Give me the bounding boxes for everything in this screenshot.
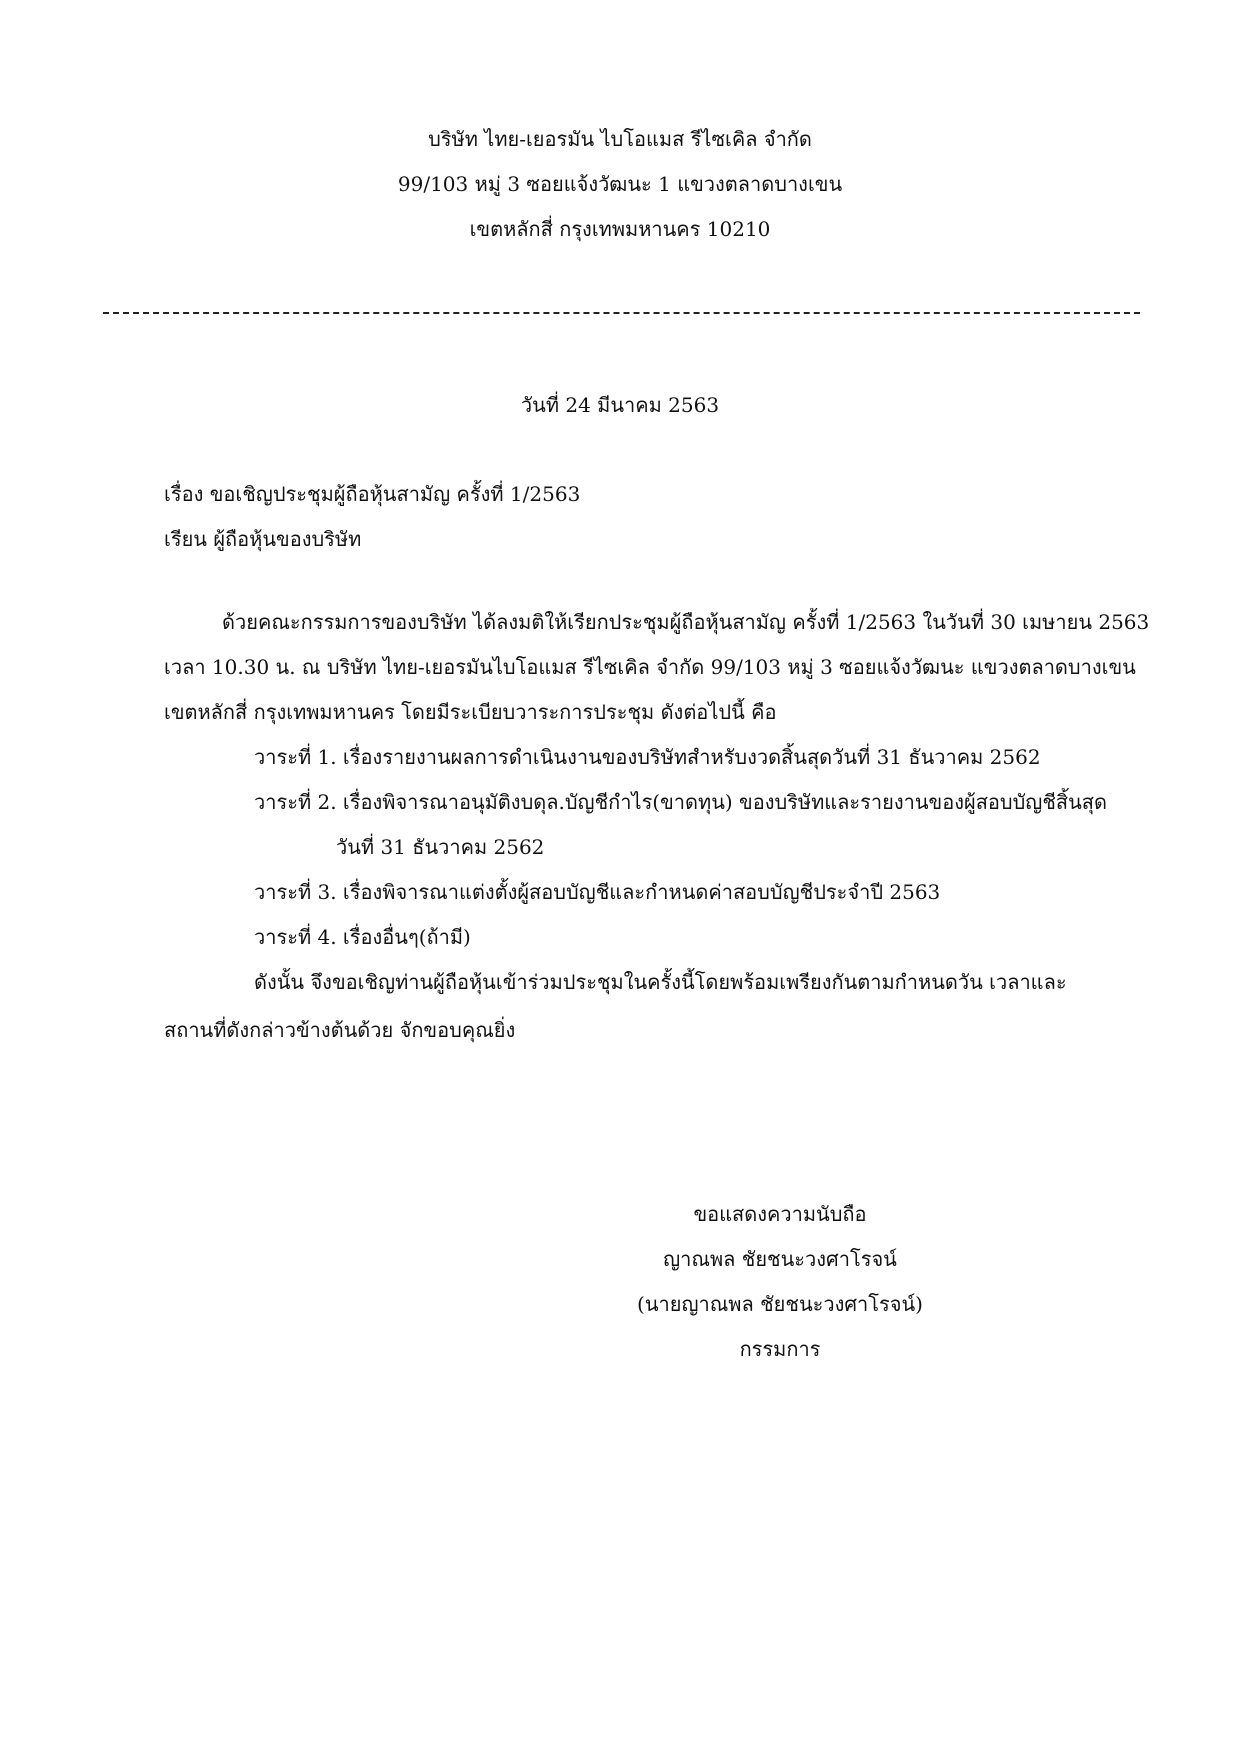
signature-name: ญาณพล ชัยชนะวงศาโรจน์ (663, 1247, 897, 1271)
agenda-item-3: วาระที่ 3. เรื่องพิจารณาแต่งตั้งผู้สอบบัญชีและกำหนดค่าสอบบัญชีประจำปี 2563 (254, 880, 941, 904)
header-divider (103, 312, 1140, 314)
agenda-item-1: วาระที่ 1. เรื่องรายงานผลการดำเนินงานของบริษัทสำหรับงวดสิ้นสุดวันที่ 31 ธันวาคม 2562 (254, 745, 1041, 769)
company-name: บริษัท ไทย-เยอรมัน ไบโอแมส รีไซเคิล จำกัด (428, 127, 812, 151)
body-paragraph-line-3: เขตหลักสี่ กรุงเทพมหานคร โดยมีระเบียบวาระการประชุม ดังต่อไปนี้ คือ (164, 700, 777, 724)
agenda-item-2-continuation: วันที่ 31 ธันวาคม 2562 (336, 835, 545, 859)
letter-subject: เรื่อง ขอเชิญประชุมผู้ถือหุ้นสามัญ ครั้งที่ 1/2563 (164, 482, 581, 506)
closing-line-2: สถานที่ดังกล่าวข้างต้นด้วย จักขอบคุณยิ่ง (164, 1018, 516, 1042)
company-address-line-1: 99/103 หมู่ 3 ซอยแจ้งวัฒนะ 1 แขวงตลาดบางเขน (397, 172, 843, 196)
letter-date: วันที่ 24 มีนาคม 2563 (520, 393, 720, 417)
signature-regards: ขอแสดงความนับถือ (693, 1202, 867, 1226)
signature-title: กรรมการ (739, 1337, 821, 1361)
closing-line-1: ดังนั้น จึงขอเชิญท่านผู้ถือหุ้นเข้าร่วมประชุมในครั้งนี้โดยพร้อมเพรียงกันตามกำหนดวัน เวลาและ (254, 970, 1067, 994)
letter-recipient: เรียน ผู้ถือหุ้นของบริษัท (164, 527, 362, 551)
body-paragraph-line-1: ด้วยคณะกรรมการของบริษัท ได้ลงมติให้เรียกประชุมผู้ถือหุ้นสามัญ ครั้งที่ 1/2563 ในวันที่ 30 เมษายน 2563 (222, 610, 1150, 634)
company-address-line-2: เขตหลักสี่ กรุงเทพมหานคร 10210 (469, 217, 771, 241)
agenda-item-2: วาระที่ 2. เรื่องพิจารณาอนุมัติงบดุล.บัญชีกำไร(ขาดทุน) ของบริษัทและรายงานของผู้สอบบัญชีสิ้นสุด (254, 790, 1107, 814)
body-paragraph-line-2: เวลา 10.30 น. ณ บริษัท ไทย-เยอรมันไบโอแมส รีไซเคิล จำกัด 99/103 หมู่ 3 ซอยแจ้งวัฒนะ แขวงตลาดบางเขน (164, 655, 1136, 679)
agenda-item-4: วาระที่ 4. เรื่องอื่นๆ(ถ้ามี) (254, 925, 471, 949)
signature-full-name: (นายญาณพล ชัยชนะวงศาโรจน์) (637, 1292, 923, 1316)
